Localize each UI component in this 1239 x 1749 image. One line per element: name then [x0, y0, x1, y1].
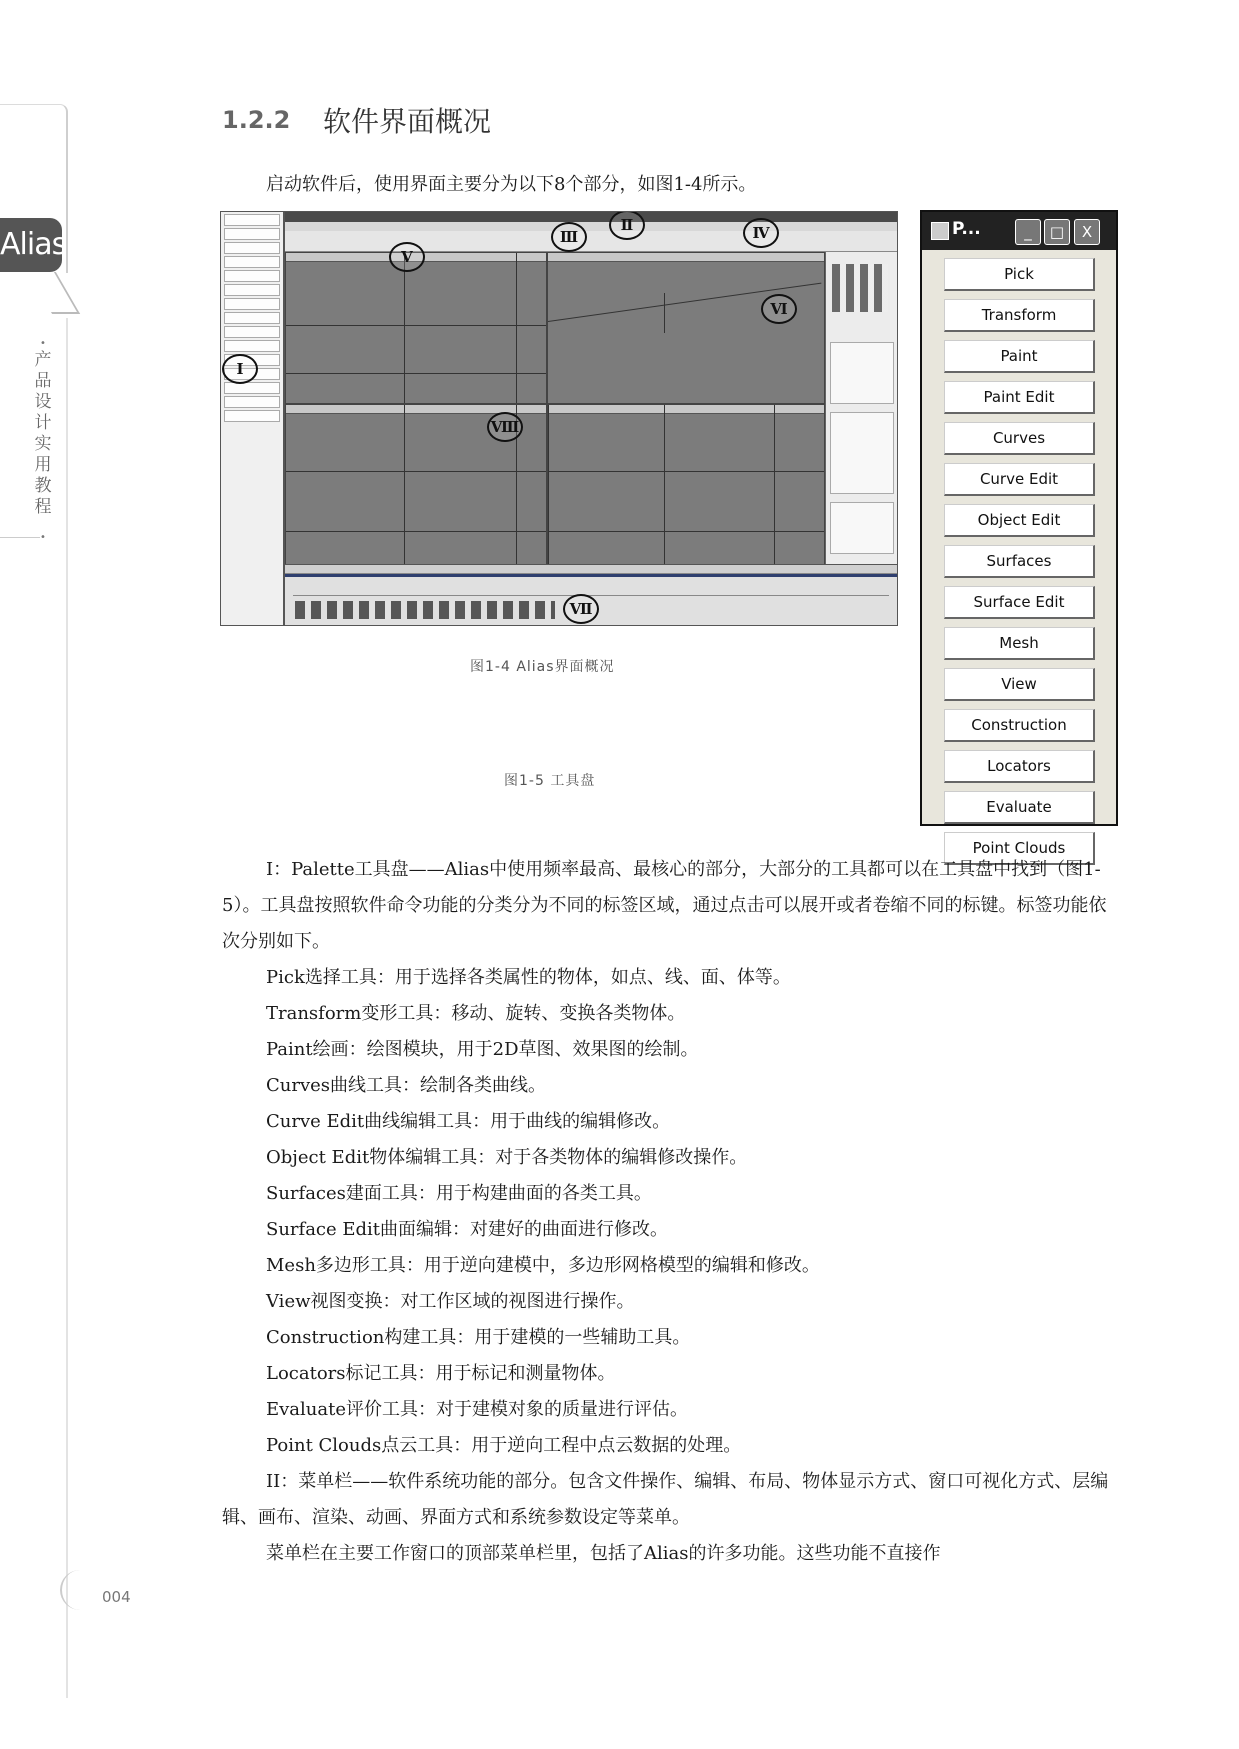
list-item-point-clouds: Point Clouds点云工具：用于逆向工程中点云数据的处理。 [266, 1435, 742, 1456]
callout-7: Ⅶ [563, 594, 599, 624]
viewport-perspective [547, 252, 825, 404]
margin-book-title: 产品设计实用教程 [34, 350, 52, 517]
list-item-mesh: Mesh多边形工具：用于逆向建模中，多边形网格模型的编辑和修改。 [266, 1255, 820, 1276]
palette-tab-pick[interactable]: Pick [944, 258, 1095, 291]
minimize-button[interactable]: _ [1015, 219, 1041, 245]
list-item-paint: Paint绘画：绘图模块，用于2D草图、效果图的绘制。 [266, 1039, 699, 1060]
list-item-object-edit: Object Edit物体编辑工具：对于各类物体的编辑修改操作。 [266, 1147, 748, 1168]
palette-tab-point-clouds[interactable]: Point Clouds [944, 832, 1095, 865]
page-corner-arc [60, 1570, 82, 1610]
palette-tab-list [944, 258, 1094, 873]
list-item-view: View视图变换：对工作区域的视图进行操作。 [266, 1291, 635, 1312]
viewport-top-left [285, 252, 547, 404]
margin-line [66, 318, 68, 1698]
palette-tab-locators[interactable]: Locators [944, 750, 1095, 783]
page-number: 004 [102, 1588, 131, 1606]
intro-paragraph: 启动软件后，使用界面主要分为以下8个部分，如图1-4所示。 [266, 174, 757, 195]
screenshot-title-bar [285, 212, 897, 222]
maximize-button[interactable]: □ [1044, 219, 1070, 245]
palette-tab-view[interactable]: View [944, 668, 1095, 701]
palette-tab-surface-edit[interactable]: Surface Edit [944, 586, 1095, 619]
palette-tab-curve-edit[interactable]: Curve Edit [944, 463, 1095, 496]
palette-title-bar [922, 212, 1116, 250]
callout-6: Ⅵ [761, 294, 797, 324]
palette-tab-object-edit[interactable]: Object Edit [944, 504, 1095, 537]
palette-tab-transform[interactable]: Transform [944, 299, 1095, 332]
viewport-bottom-right [547, 404, 825, 566]
margin-bullet-top: • [40, 338, 46, 349]
paragraph-palette: I：Palette工具盘——Alias中使用频率最高、最核心的部分，大部分的工具都可以在工具盘中找到（图1-5）。工具盘按照软件命令功能的分类分为不同的标签区域，通过点击可以展开或者卷缩不同的标键。标签功能依次分别如下。 [222, 859, 1107, 952]
section-number: 1.2.2 [222, 106, 291, 134]
palette-tab-curves[interactable]: Curves [944, 422, 1095, 455]
body-text [222, 852, 1120, 1572]
palette-tab-surfaces[interactable]: Surfaces [944, 545, 1095, 578]
margin-bullet-bottom: • [40, 532, 46, 543]
paragraph-menu-bar-continued: 菜单栏在主要工作窗口的顶部菜单栏里，包括了Alias的许多功能。这些功能不直接作 [266, 1543, 941, 1564]
palette-tab-mesh[interactable]: Mesh [944, 627, 1095, 660]
palette-app-icon [931, 222, 949, 240]
palette-window [920, 210, 1118, 857]
close-button[interactable]: X [1074, 219, 1100, 245]
palette-title: P... [952, 219, 981, 239]
list-item-curve-edit: Curve Edit曲线编辑工具：用于曲线的编辑修改。 [266, 1111, 671, 1132]
callout-2: Ⅱ [609, 211, 645, 240]
brand-tab-alias: Alias [0, 218, 62, 272]
alias-interface-screenshot [220, 211, 898, 626]
palette-tab-construction[interactable]: Construction [944, 709, 1095, 742]
paragraph-menu-bar: II：菜单栏——软件系统功能的部分。包含文件操作、编辑、布局、物体显示方式、窗口可视化方式、层编辑、画布、渲染、动画、界面方式和系统参数设定等菜单。 [222, 1471, 1109, 1528]
section-title: 软件界面概况 [323, 105, 492, 138]
list-item-construction: Construction构建工具：用于建模的一些辅助工具。 [266, 1327, 691, 1348]
figure-caption-1-5: 图1-5 工具盘 [504, 773, 596, 789]
list-item-surface-edit: Surface Edit曲面编辑：对建好的曲面进行修改。 [266, 1219, 669, 1240]
margin-divider [0, 537, 40, 538]
margin-notch [28, 272, 80, 314]
screenshot-palette [221, 212, 285, 625]
list-item-evaluate: Evaluate评价工具：对于建模对象的质量进行评估。 [266, 1399, 689, 1420]
palette-tab-evaluate[interactable]: Evaluate [944, 791, 1095, 824]
figure-caption-1-4: 图1-4 Alias界面概况 [470, 659, 615, 675]
list-item-surfaces: Surfaces建面工具：用于构建曲面的各类工具。 [266, 1183, 652, 1204]
callout-4: Ⅳ [743, 218, 779, 248]
palette-tab-paint[interactable]: Paint [944, 340, 1095, 373]
list-item-transform: Transform变形工具：移动、旋转、变换各类物体。 [266, 1003, 686, 1024]
list-item-locators: Locators标记工具：用于标记和测量物体。 [266, 1363, 616, 1384]
screenshot-toolbar [285, 231, 897, 252]
callout-8: Ⅷ [487, 412, 523, 442]
palette-tab-paint-edit[interactable]: Paint Edit [944, 381, 1095, 414]
callout-5: Ⅴ [389, 242, 425, 272]
list-item-curves: Curves曲线工具：绘制各类曲线。 [266, 1075, 547, 1096]
callout-1: Ⅰ [222, 354, 258, 384]
screenshot-status-bar [285, 564, 897, 573]
callout-3: Ⅲ [551, 222, 587, 252]
screenshot-control-panel [825, 252, 898, 564]
list-item-pick: Pick选择工具：用于选择各类属性的物体，如点、线、面、体等。 [266, 967, 791, 988]
